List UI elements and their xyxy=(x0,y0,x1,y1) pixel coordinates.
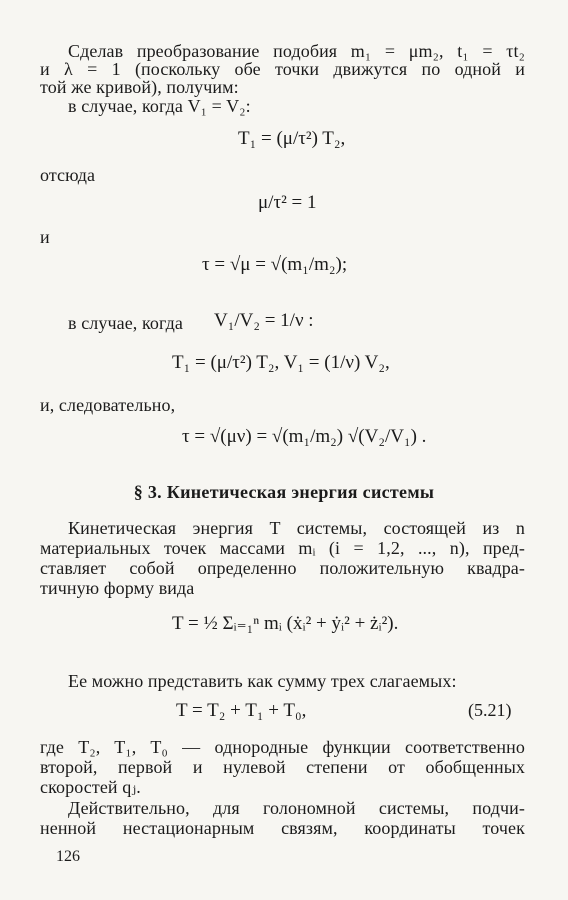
text-line-2: и λ = 1 (поскольку обе точки движутся по одной и xyxy=(40,59,525,79)
text-line-4: в случае, когда V₁ = V₂: xyxy=(68,96,251,116)
formula-7-text: T = ½ Σᵢ₌₁ⁿ mᵢ (ẋᵢ² + ẏᵢ² + żᵢ²). xyxy=(172,613,399,634)
formula-2-text: μ/τ² = 1 xyxy=(258,192,317,213)
paragraph-line-8: скоростей qⱼ. xyxy=(40,777,141,797)
formula-6 xyxy=(182,426,426,448)
equation-number: (5.21) xyxy=(468,700,512,720)
section-heading: § 3. Кинетическая энергия системы xyxy=(133,482,435,502)
formula-5-text: T₁ = (μ/τ²) T₂, V₁ = (1/ν) V₂, xyxy=(172,352,390,373)
formula-4-text: V₁/V₂ = 1/ν : xyxy=(214,310,314,331)
paragraph-line-3: ставляет собой определенно положительную квадра- xyxy=(40,558,525,578)
formula-5 xyxy=(172,352,390,374)
text-line-8: и, следовательно, xyxy=(40,395,176,415)
formula-3 xyxy=(202,254,347,276)
paragraph-line-4: тичную форму вида xyxy=(40,578,195,598)
text-line-5: отсюда xyxy=(40,165,96,185)
paragraph-line-1: Кинетическая энергия T системы, состоящей из n xyxy=(68,518,525,538)
formula-7 xyxy=(172,612,398,635)
formula-2 xyxy=(258,192,317,214)
page-number: 126 xyxy=(56,848,80,865)
paragraph-line-2: материальных точек массами mᵢ (i = 1,2, ..., n), пред- xyxy=(40,538,525,558)
paragraph-line-7: второй, первой и нулевой степени от обобщенных xyxy=(40,757,525,777)
text-line-3: той же кривой), получим: xyxy=(40,77,239,97)
formula-3-text: τ = √μ = √(m₁/m₂); xyxy=(202,254,348,275)
formula-8-text: T = T₂ + T₁ + T₀, xyxy=(176,700,307,721)
paragraph-line-9: Действительно, для голономной системы, подчи- xyxy=(68,798,525,818)
formula-4 xyxy=(214,310,314,332)
paragraph-line-6: где T₂, T₁, T₀ — однородные функции соответственно xyxy=(40,737,525,757)
formula-8 xyxy=(176,700,306,722)
text-line-6: и xyxy=(40,227,50,247)
paragraph-line-10: ненной нестационарным связям, координаты точек xyxy=(40,818,525,838)
formula-1-text: T₁ = (μ/τ²) T₂, xyxy=(238,128,346,149)
paragraph-line-5: Ее можно представить как сумму трех слагаемых: xyxy=(68,671,457,691)
text-line-7: в случае, когда xyxy=(68,313,183,333)
text-line-1: Сделав преобразование подобия m₁ = μm₂, t₁ = τt₂ xyxy=(68,41,525,61)
formula-1 xyxy=(238,128,345,150)
formula-6-text: τ = √(μν) = √(m₁/m₂) √(V₂/V₁) . xyxy=(182,426,427,447)
